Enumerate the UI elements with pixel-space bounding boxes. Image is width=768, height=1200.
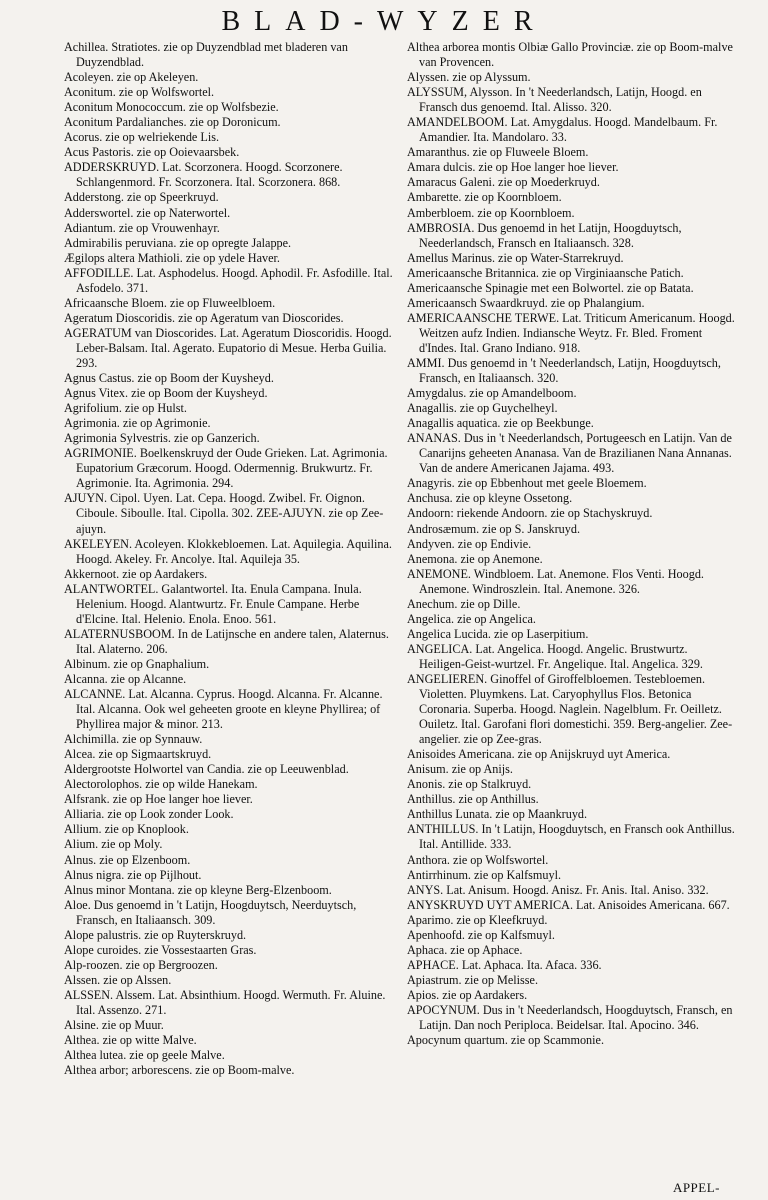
index-entry: Aparimo. zie op Kleefkruyd. <box>407 912 548 927</box>
index-entry: Alchimilla. zie op Synnauw. <box>64 732 203 747</box>
index-entry: Ageratum Dioscoridis. zie op Ageratum van Dioscorides. <box>64 310 344 325</box>
index-entry: AKELEYEN. Acoleyen. Klokkebloemen. Lat. Aquilegia. Aquilina. Hoogd. Akeley. Fr. Ancolye. Ital. Aquileja 35. <box>64 536 392 566</box>
index-entry: AMMI. Dus genoemd in 't Neederlandsch, Latijn, Hoogduytsch, Fransch, en Italiaansch. 320. <box>407 355 721 386</box>
index-entry: Amaranthus. zie op Fluweele Bloem. <box>407 145 589 160</box>
index-entry: ALCANNE. Lat. Alcanna. Cyprus. Hoogd. Alcanna. Fr. Alcanne. Ital. Alcanna. Ook wel geheeten groote en kleyne Phyllirea; of Phyllirea major & minor. 213. <box>64 687 383 732</box>
index-entry: Americaansch Swaardkruyd. zie op Phalangium. <box>407 295 645 310</box>
index-entry: Anagallis aquatica. zie op Beekbunge. <box>407 416 594 431</box>
index-entry: ANGELICA. Lat. Angelica. Hoogd. Angelic. Brustwurtz. Heiligen-Geist-wurtzel. Fr. Angelique. Ital. Angelica. 329. <box>407 641 703 671</box>
index-entry: Aphaca. zie op Aphace. <box>407 942 523 957</box>
index-entry: AGERATUM van Dioscorides. Lat. Ageratum Dioscoridis. Hoogd. Leber-Balsam. Ital. Agerato. Eupatorio di Mesue. Herba Guilia. 293. <box>64 325 392 370</box>
index-entry: Alope curoides. zie Vossestaarten Gras. <box>64 942 257 957</box>
right-column <box>407 40 735 1188</box>
index-entry: Americaansche Britannica. zie op Virginiaansche Patich. <box>407 265 684 280</box>
index-entry: Anisum. zie op Anijs. <box>407 762 513 777</box>
index-entry: Anisoides Americana. zie op Anijskruyd uyt America. <box>407 747 671 762</box>
index-entry: AJUYN. Cipol. Uyen. Lat. Cepa. Hoogd. Zwibel. Fr. Oignon. Ciboule. Siboulle. Ital. Cipolla. 302. ZEE-AJUYN. zie op Zee-ajuyn. <box>64 491 384 536</box>
index-entry: Amellus Marinus. zie op Water-Starrekruyd. <box>407 250 624 265</box>
index-entry: Apios. zie op Aardakers. <box>407 987 528 1002</box>
index-entry: Agnus Vitex. zie op Boom der Kuysheyd. <box>64 386 268 401</box>
index-entry: AFFODILLE. Lat. Asphodelus. Hoogd. Aphodil. Fr. Asfodille. Ital. Asfodelo. 371. <box>64 265 393 295</box>
index-entry: Akkernoot. zie op Aardakers. <box>64 566 208 581</box>
index-entry: Anthillus. zie op Anthillus. <box>407 792 539 807</box>
index-entry: ALANTWORTEL. Galantwortel. Ita. Enula Campana. Inula. Helenium. Hoogd. Alantwurtz. Fr. Enule Campane. Herbe d'Elcine. Ital. Helenio. Enola. Enoo. 561. <box>64 581 362 626</box>
index-entry: Aldergrootste Holwortel van Candia. zie op Leeuwenblad. <box>64 762 349 777</box>
index-entry: Alnus nigra. zie op Pijlhout. <box>64 867 202 882</box>
index-entry: Anthillus Lunata. zie op Maankruyd. <box>407 807 588 822</box>
index-entry: Anechum. zie op Dille. <box>407 596 521 611</box>
index-entry: Acorus. zie op welriekende Lis. <box>64 130 219 145</box>
index-entry: Anonis. zie op Stalkruyd. <box>407 777 532 792</box>
index-entry: ALYSSUM, Alysson. In 't Neederlandsch, Latijn, Hoogd. en Fransch dus genoemd. Ital. Alisso. 320. <box>407 85 702 115</box>
index-entry: ANEMONE. Windbloem. Lat. Anemone. Flos Venti. Hoogd. Anemone. Windroszlein. Ital. Anemone. 326. <box>407 566 704 596</box>
index-entry: Alnus. zie op Elzenboom. <box>64 852 191 867</box>
index-entry: Agrimonia Sylvestris. zie op Ganzerich. <box>64 431 260 446</box>
index-entry: Anagallis. zie op Guychelheyl. <box>407 401 558 416</box>
index-entry: Anthora. zie op Wolfswortel. <box>407 852 549 867</box>
index-entry: AMERICAANSCHE TERWE. Lat. Triticum Americanum. Hoogd. Weitzen aufz Indien. Indiansche Weytz. Fr. Bled. Froment d'Indes. Ital. Grano Indiano. 918. <box>407 310 735 355</box>
index-entry: Angelica. zie op Angelica. <box>407 611 536 626</box>
catchword: APPEL- <box>672 1180 720 1195</box>
index-entry: Alp-roozen. zie op Bergroozen. <box>64 957 218 972</box>
index-entry: Andoorn: riekende Andoorn. zie op Stachyskruyd. <box>407 506 653 521</box>
index-entry: ANGELIEREN. Ginoffel of Giroffelbloemen. Testebloemen. Violetten. Pluymkens. Lat. Caryophyllus Flos. Betonica Coronaria. Superba. Hoogd. Naglein. Nagelblum. Fr. Oeilletz. Ouiletz. Ital. Garofani flori domestichi. 359. Berg-angelier. Zee-angelier. zie op Zee-gras. <box>407 671 733 747</box>
index-entry: Agnus Castus. zie op Boom der Kuysheyd. <box>64 371 274 386</box>
index-entry: Agrifolium. zie op Hulst. <box>64 401 187 416</box>
index-entry: ALATERNUSBOOM. In de Latijnsche en andere talen, Alaternus. Ital. Alaterno. 206. <box>64 626 389 656</box>
index-entry: Anchusa. zie op kleyne Ossetong. <box>407 491 573 506</box>
index-entry: Alsine. zie op Muur. <box>64 1018 164 1033</box>
index-entry: Androsæmum. zie op S. Janskruyd. <box>407 521 580 536</box>
index-entry: Agrimonia. zie op Agrimonie. <box>64 416 211 431</box>
index-entry: Alliaria. zie op Look zonder Look. <box>64 807 234 822</box>
index-entry: APOCYNUM. Dus in 't Neederlandsch, Hoogduytsch, Fransch, en Latijn. Dan noch Periploca. Beidelsar. Ital. Apocino. 346. <box>407 1003 733 1033</box>
index-entry: Adderswortel. zie op Naterwortel. <box>64 205 231 220</box>
index-entry: Adiantum. zie op Vrouwenhayr. <box>64 220 220 235</box>
index-entry: Apiastrum. zie op Melisse. <box>407 972 538 987</box>
index-entry: Andyven. zie op Endivie. <box>407 536 532 551</box>
index-entry: Acoleyen. zie op Akeleyen. <box>64 70 199 85</box>
index-entry: Anagyris. zie op Ebbenhout met geele Bloemem. <box>407 476 647 491</box>
index-entry: Acus Pastoris. zie op Ooievaarsbek. <box>64 145 240 160</box>
index-entry: Adderstong. zie op Speerkruyd. <box>64 190 219 205</box>
index-entry: Amberbloem. zie op Koornbloem. <box>407 205 575 220</box>
index-entry: Alfsrank. zie op Hoe langer hoe liever. <box>64 792 253 807</box>
index-entry: Antirrhinum. zie op Kalfsmuyl. <box>407 867 562 882</box>
index-entry: AMBROSIA. Dus genoemd in het Latijn, Hoogduytsch, Neederlandsch, Fransch en Italiaansch. 328. <box>407 220 682 250</box>
index-entry: Angelica Lucida. zie op Laserpitium. <box>407 626 589 641</box>
index-entry: Alcanna. zie op Alcanne. <box>64 671 187 686</box>
index-entry: ANYS. Lat. Anisum. Hoogd. Anisz. Fr. Anis. Ital. Aniso. 332. <box>407 882 709 897</box>
index-entry: Alectorolophos. zie op wilde Hanekam. <box>64 777 258 792</box>
index-entry: Althea arbor; arborescens. zie op Boom-malve. <box>64 1063 295 1078</box>
index-entry: ANYSKRUYD UYT AMERICA. Lat. Anisoides Americana. 667. <box>407 897 730 912</box>
index-entry: Althea. zie op witte Malve. <box>64 1033 197 1048</box>
index-entry: Aconitum Monococcum. zie op Wolfsbezie. <box>64 100 279 115</box>
index-entry: Aconitum Pardalianches. zie op Doronicum. <box>64 115 281 130</box>
index-entry: Allium. zie op Knoplook. <box>64 822 189 837</box>
index-entry: Ægilops altera Mathioli. zie op ydele Haver. <box>64 250 280 265</box>
index-entry: Alium. zie op Moly. <box>64 837 163 852</box>
index-entry: Africaansche Bloem. zie op Fluweelbloem. <box>64 295 276 310</box>
index-entry: Ambarette. zie op Koornbloem. <box>407 190 562 205</box>
index-entry: Albinum. zie op Gnaphalium. <box>64 656 210 671</box>
index-entry: Amaracus Galeni. zie op Moederkruyd. <box>407 175 600 190</box>
index-entry: ADDERSKRUYD. Lat. Scorzonera. Hoogd. Scorzonere. Schlangenmord. Fr. Scorzonera. Ital. Scorzonera. 868. <box>64 160 343 190</box>
index-entry: ANTHILLUS. In 't Latijn, Hoogduytsch, en Fransch ook Anthillus. Ital. Antillide. 333. <box>407 822 735 852</box>
index-entry: Aconitum. zie op Wolfswortel. <box>64 85 215 100</box>
index-entry: Alcea. zie op Sigmaartskruyd. <box>64 747 212 762</box>
index-entry: Apenhoofd. zie op Kalfsmuyl. <box>407 927 555 942</box>
index-entry: AGRIMONIE. Boelkenskruyd der Oude Grieken. Lat. Agrimonia. Eupatorium Græcorum. Hoogd. Odermennig. Brukwurtz. Fr. Agrimonie. Ita. Agrimonia. 294. <box>64 446 388 491</box>
index-entry: Amygdalus. zie op Amandelboom. <box>407 386 577 401</box>
index-entry: Admirabilis peruviana. zie op opregte Jalappe. <box>64 235 292 250</box>
index-entry: Aloe. Dus genoemd in 't Latijn, Hoogduytsch, Neerduytsch, Fransch, en Italiaansch. 309. <box>64 897 357 927</box>
index-entry: Apocynum quartum. zie op Scammonie. <box>407 1033 604 1048</box>
index-entry: Alope palustris. zie op Ruyterskruyd. <box>64 927 247 942</box>
index-entry: Americaansche Spinagie met een Bolwortel. zie op Batata. <box>407 280 694 295</box>
index-entry: APHACE. Lat. Aphaca. Ita. Afaca. 336. <box>407 957 602 972</box>
index-entry: Achillea. Stratiotes. zie op Duyzendblad met bladeren van Duyzendblad. <box>64 40 348 70</box>
index-entry: Althea arborea montis Olbiæ Gallo Provinciæ. zie op Boom-malve van Provencen. <box>407 40 733 70</box>
index-entry: Amara dulcis. zie op Hoe langer hoe liever. <box>407 160 619 175</box>
index-entry: Althea lutea. zie op geele Malve. <box>64 1048 225 1063</box>
left-column <box>64 40 398 1188</box>
index-entry: AMANDELBOOM. Lat. Amygdalus. Hoogd. Mandelbaum. Fr. Amandier. Ita. Mandolaro. 33. <box>407 115 718 145</box>
index-entry: Alnus minor Montana. zie op kleyne Berg-Elzenboom. <box>64 882 332 897</box>
page-header: BLAD-WYZER <box>221 6 547 37</box>
index-entry: ALSSEN. Alssem. Lat. Absinthium. Hoogd. Wermuth. Fr. Aluine. Ital. Assenzo. 271. <box>64 987 386 1017</box>
index-entry: Alyssen. zie op Alyssum. <box>407 70 531 85</box>
index-entry: Anemona. zie op Anemone. <box>407 551 543 566</box>
index-entry: Alssen. zie op Alssen. <box>64 972 172 987</box>
index-entry: ANANAS. Dus in 't Neederlandsch, Portugeesch en Latijn. Van de Canarijns geheeten Ananasa. Van de Brazilianen Nana Annanas. Van de andere Americanen Jajama. 493. <box>407 431 732 476</box>
